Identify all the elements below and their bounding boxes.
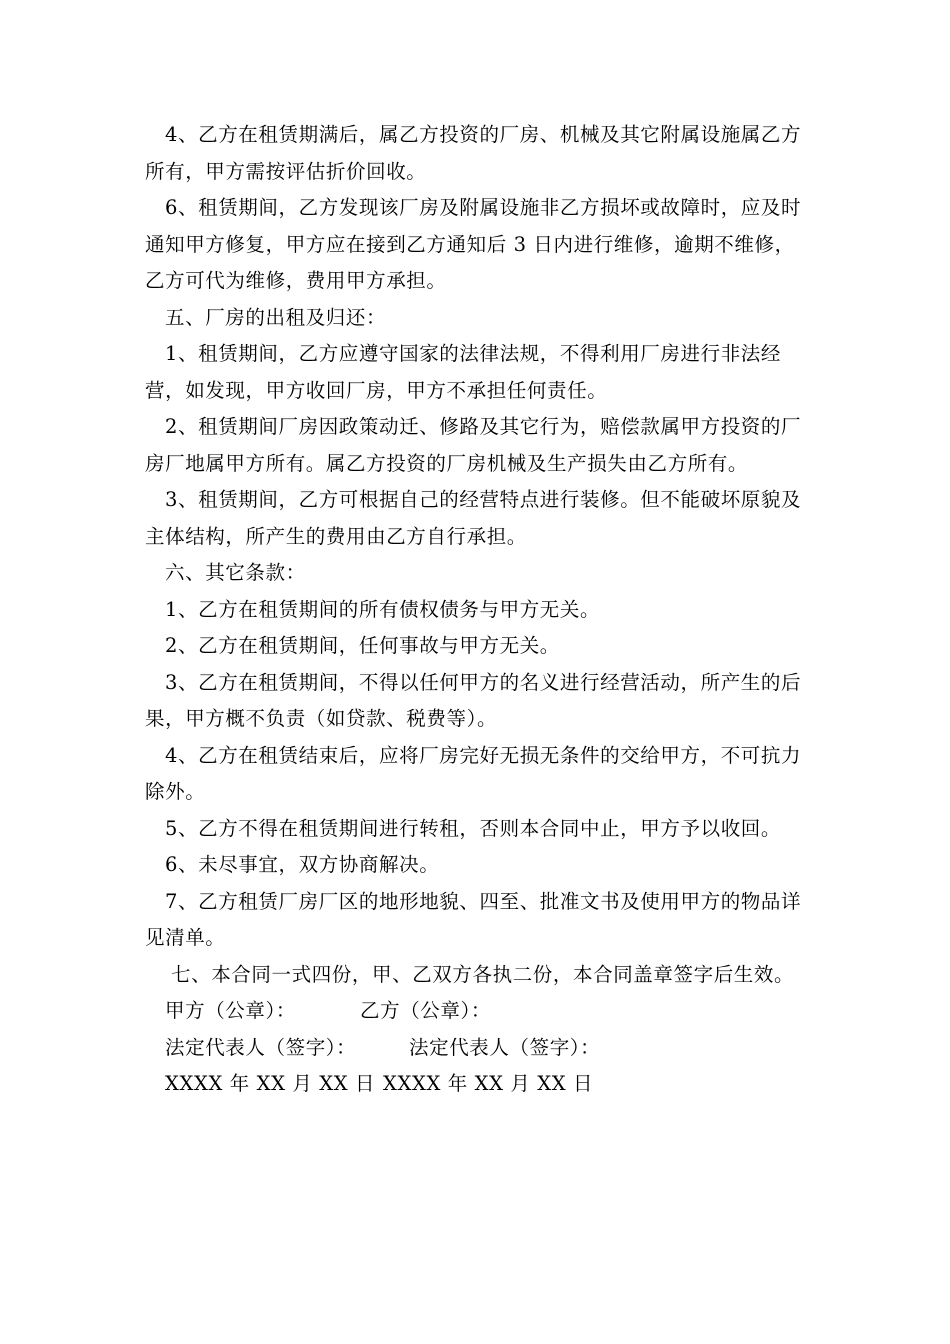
clause-6-3: 3、乙方在租赁期间，不得以任何甲方的名义进行经营活动，所产生的后果，甲方概不负责（如贷款、税费等）。 — [145, 670, 802, 730]
party-b-seal-label: 乙方（公章）： — [360, 999, 491, 1022]
section-6-heading: 六、其它条款： — [165, 561, 306, 584]
party-a-rep-label: 法定代表人（签字）： — [165, 1035, 357, 1059]
signature-rep-row — [145, 1030, 810, 1067]
party-a-date: XXXX 年 XX 月 XX 日 — [165, 1072, 376, 1095]
clause-6-4: 4、乙方在租赁结束后，应将厂房完好无损无条件的交给甲方，不可抗力除外。 — [145, 743, 802, 803]
section-7-clause: 七、本合同一式四份，甲、乙双方各执二份，本合同盖章签字后生效。 — [171, 962, 795, 986]
clause-5-2: 2、租赁期间厂房因政策动迁、修路及其它行为，赔偿款属甲方投资的厂房厂地属甲方所有。属乙方投资的厂房机械及生产损失由乙方所有。 — [145, 415, 802, 475]
clause-6-6: 6、未尽事宜，双方协商解决。 — [165, 853, 440, 876]
party-b-date: XXXX 年 XX 月 XX 日 — [383, 1072, 594, 1095]
party-a-seal-label: 甲方（公章）： — [165, 999, 296, 1022]
section-5-heading: 五、厂房的出租及归还： — [165, 305, 387, 329]
clause-5-1: 1、租赁期间，乙方应遵守国家的法律法规，不得利用厂房进行非法经营，如发现，甲方收回厂房，甲方不承担任何责任。 — [145, 342, 782, 402]
signature-seal-row — [145, 993, 810, 1030]
clause-6-repair: 6、租赁期间，乙方发现该厂房及附属设施非乙方损坏或故障时，应及时通知甲方修复，甲方应在接到乙方通知后 3 日内进行维修，逾期不维修，乙方可代为维修，费用甲方承担。 — [145, 196, 802, 292]
clause-5-3: 3、租赁期间，乙方可根据自己的经营特点进行装修。但不能破坏原貌及主体结构，所产生的费用由乙方自行承担。 — [145, 488, 802, 548]
signature-date-row — [145, 1066, 810, 1103]
clause-6-1: 1、乙方在租赁期间的所有债权债务与甲方无关。 — [165, 597, 601, 621]
clause-4-ownership: 4、乙方在租赁期满后，属乙方投资的厂房、机械及其它附属设施属乙方所有，甲方需按评估折价回收。 — [145, 123, 802, 183]
clause-6-5: 5、乙方不得在租赁期间进行转租，否则本合同中止，甲方予以收回。 — [165, 816, 782, 840]
party-b-rep-label: 法定代表人（签字）： — [409, 1035, 601, 1059]
clause-6-2: 2、乙方在租赁期间，任何事故与甲方无关。 — [165, 634, 560, 657]
clause-6-7: 7、乙方租赁厂房厂区的地形地貌、四至、批准文书及使用甲方的物品详见清单。 — [145, 889, 802, 949]
contract-body — [145, 117, 810, 1103]
